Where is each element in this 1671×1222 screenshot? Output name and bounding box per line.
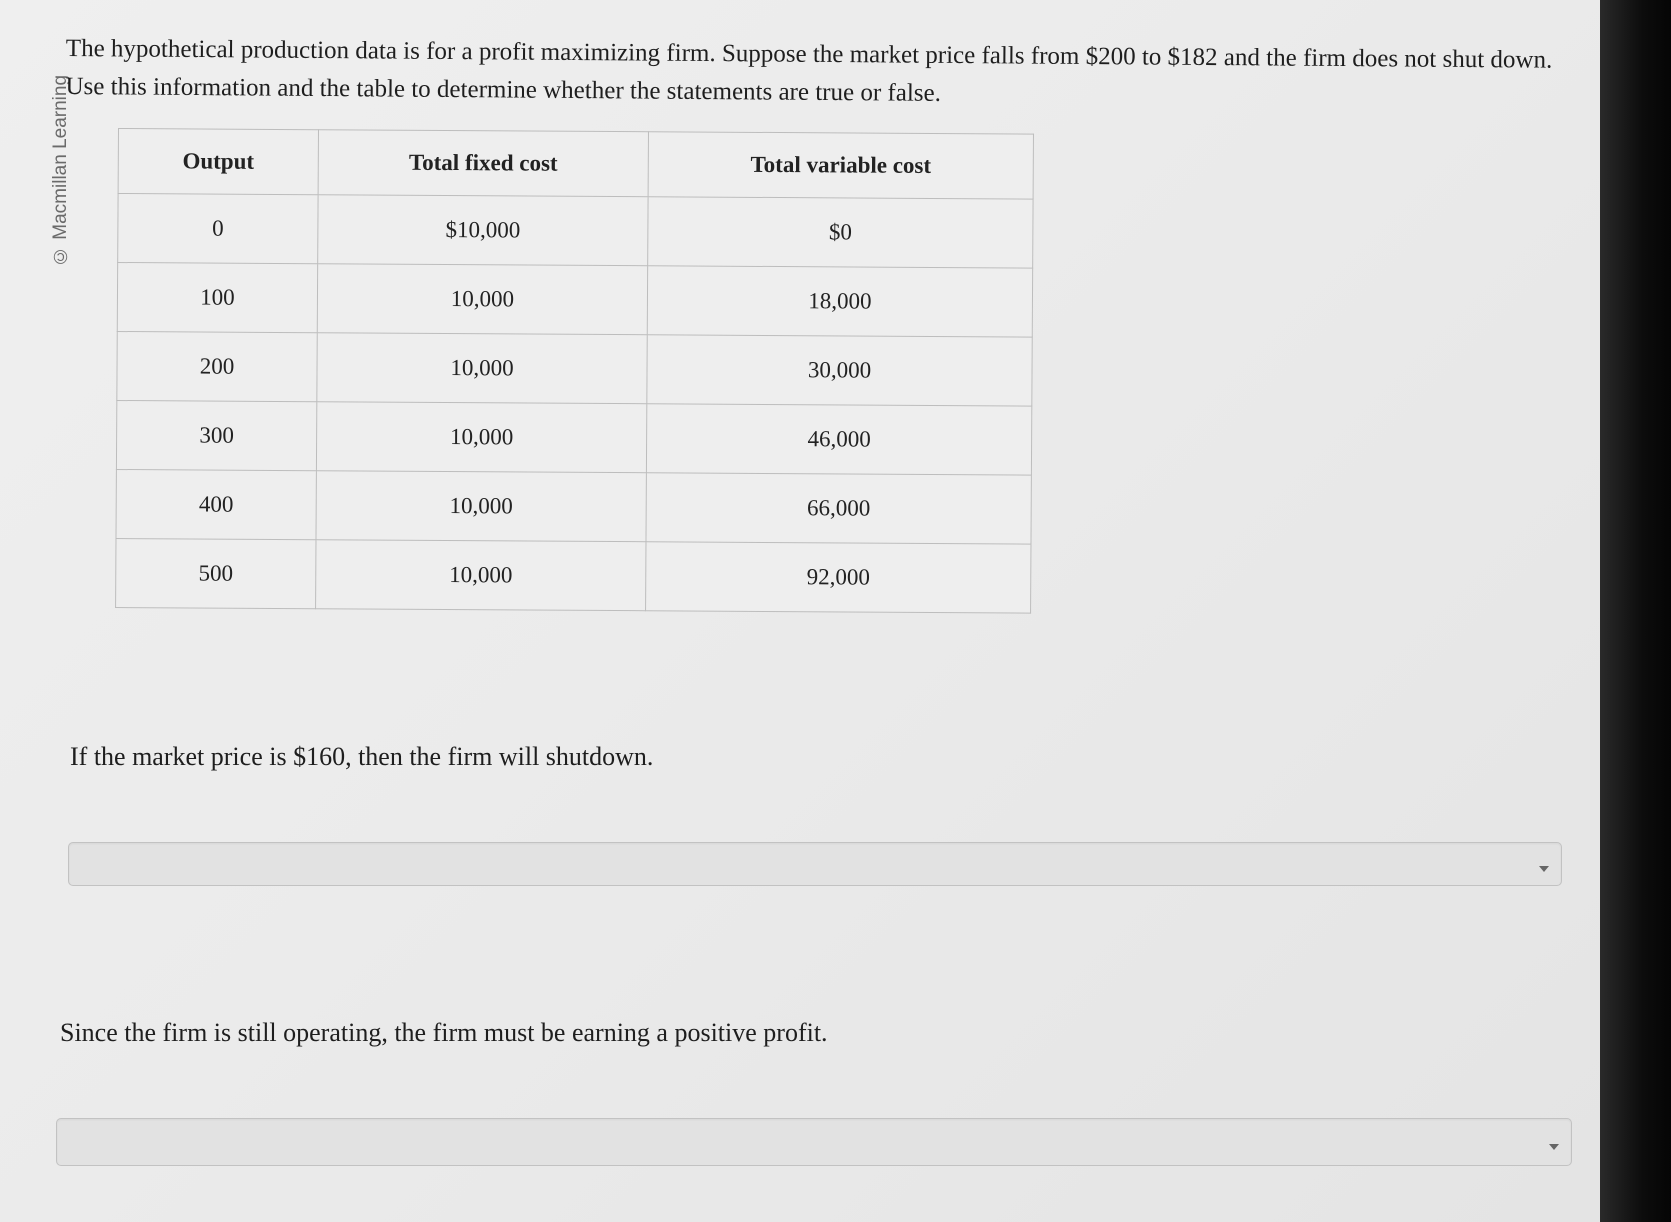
cell-variable-cost: 92,000: [646, 542, 1031, 613]
cell-output: 100: [117, 263, 317, 333]
statement-1-answer-dropdown[interactable]: [68, 842, 1562, 886]
cell-variable-cost: 46,000: [646, 404, 1031, 475]
question-intro: The hypothetical production data is for a profit maximizing firm. Suppose the market price falls from $200 to $182 and the firm does not shut down. Use this information and the table to determine whether the statements are true or false.: [65, 34, 1553, 107]
cell-fixed-cost: 10,000: [317, 264, 647, 335]
cell-output: 0: [118, 194, 318, 264]
cell-output: 200: [117, 331, 317, 401]
cell-variable-cost: 18,000: [647, 266, 1032, 337]
production-data-table: [115, 128, 1034, 614]
cell-variable-cost: 30,000: [647, 335, 1032, 406]
header-output: Output: [118, 129, 318, 195]
screen-bezel: [1600, 0, 1671, 1222]
statement-1-text: If the market price is $160, then the firm will shutdown.: [70, 742, 654, 771]
cell-output: 300: [116, 400, 316, 470]
table-row: [117, 331, 1032, 406]
statement-2-answer-dropdown[interactable]: [56, 1118, 1572, 1166]
cell-variable-cost: 66,000: [646, 473, 1031, 544]
cell-fixed-cost: 10,000: [316, 540, 646, 611]
production-table-container: [115, 128, 1034, 614]
table-row: [116, 469, 1031, 544]
header-total-variable-cost: Total variable cost: [648, 132, 1033, 199]
table-row: [116, 400, 1031, 475]
copyright-notice: © Macmillan Learning: [50, 74, 71, 266]
header-total-fixed-cost: Total fixed cost: [318, 130, 648, 197]
cell-output: 400: [116, 469, 316, 539]
cell-fixed-cost: 10,000: [317, 333, 647, 404]
table-row: [116, 538, 1031, 613]
cell-fixed-cost: $10,000: [318, 195, 648, 266]
table-row: [118, 194, 1033, 269]
chevron-down-icon[interactable]: [1549, 1144, 1559, 1150]
cell-variable-cost: $0: [648, 197, 1033, 268]
cell-output: 500: [116, 538, 316, 608]
table-row: [117, 263, 1032, 338]
cell-fixed-cost: 10,000: [316, 471, 646, 542]
chevron-down-icon[interactable]: [1539, 866, 1549, 872]
statement-2-text: Since the firm is still operating, the firm must be earning a positive profit.: [60, 1018, 828, 1047]
table-header-row: [118, 129, 1033, 200]
cell-fixed-cost: 10,000: [316, 402, 646, 473]
